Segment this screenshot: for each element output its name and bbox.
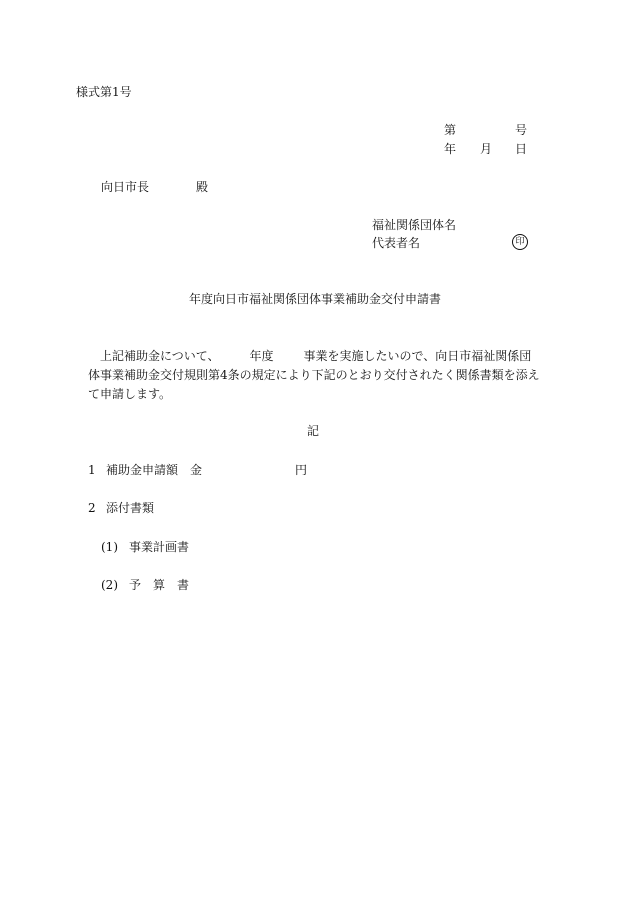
- form-number: 様式第1号: [76, 85, 132, 99]
- body-part3: 事業を実施したいので、向日市福祉関係団体事業補助金交付規則第4条の規定により下記のとおり交付されたく関係書類を添えて申請します。: [88, 349, 540, 401]
- attachment-2-label: 予 算 書: [129, 578, 190, 592]
- applicant-org-label: 福祉関係団体名: [372, 218, 457, 232]
- item1-label: 補助金申請額 金: [106, 463, 203, 477]
- item1-number: 1: [88, 463, 96, 477]
- addressee-honorific: 殿: [196, 180, 209, 194]
- attachment-1-label: 事業計画書: [129, 540, 190, 554]
- item1-unit: 円: [295, 463, 308, 477]
- addressee-name: 向日市長: [101, 180, 150, 194]
- date-year: 年: [444, 142, 457, 156]
- body-paragraph: [88, 347, 540, 404]
- seal-mark: 印: [512, 234, 528, 250]
- date-month: 月: [480, 142, 493, 156]
- doc-number-suffix: 号: [515, 123, 528, 137]
- applicant-rep-label: 代表者名: [372, 236, 421, 250]
- document-title: 年度向日市福祉関係団体事業補助金交付申請書: [189, 292, 442, 306]
- ki-heading: 記: [307, 424, 320, 438]
- doc-number-prefix: 第: [444, 123, 457, 137]
- attachment-1-number: (1): [101, 540, 118, 554]
- item2-label: 添付書類: [106, 501, 155, 515]
- date-day: 日: [515, 142, 528, 156]
- item2-number: 2: [88, 501, 96, 515]
- attachment-2-number: (2): [101, 578, 118, 592]
- body-part2: 年度: [249, 349, 274, 363]
- body-part1: 上記補助金について、: [100, 349, 220, 363]
